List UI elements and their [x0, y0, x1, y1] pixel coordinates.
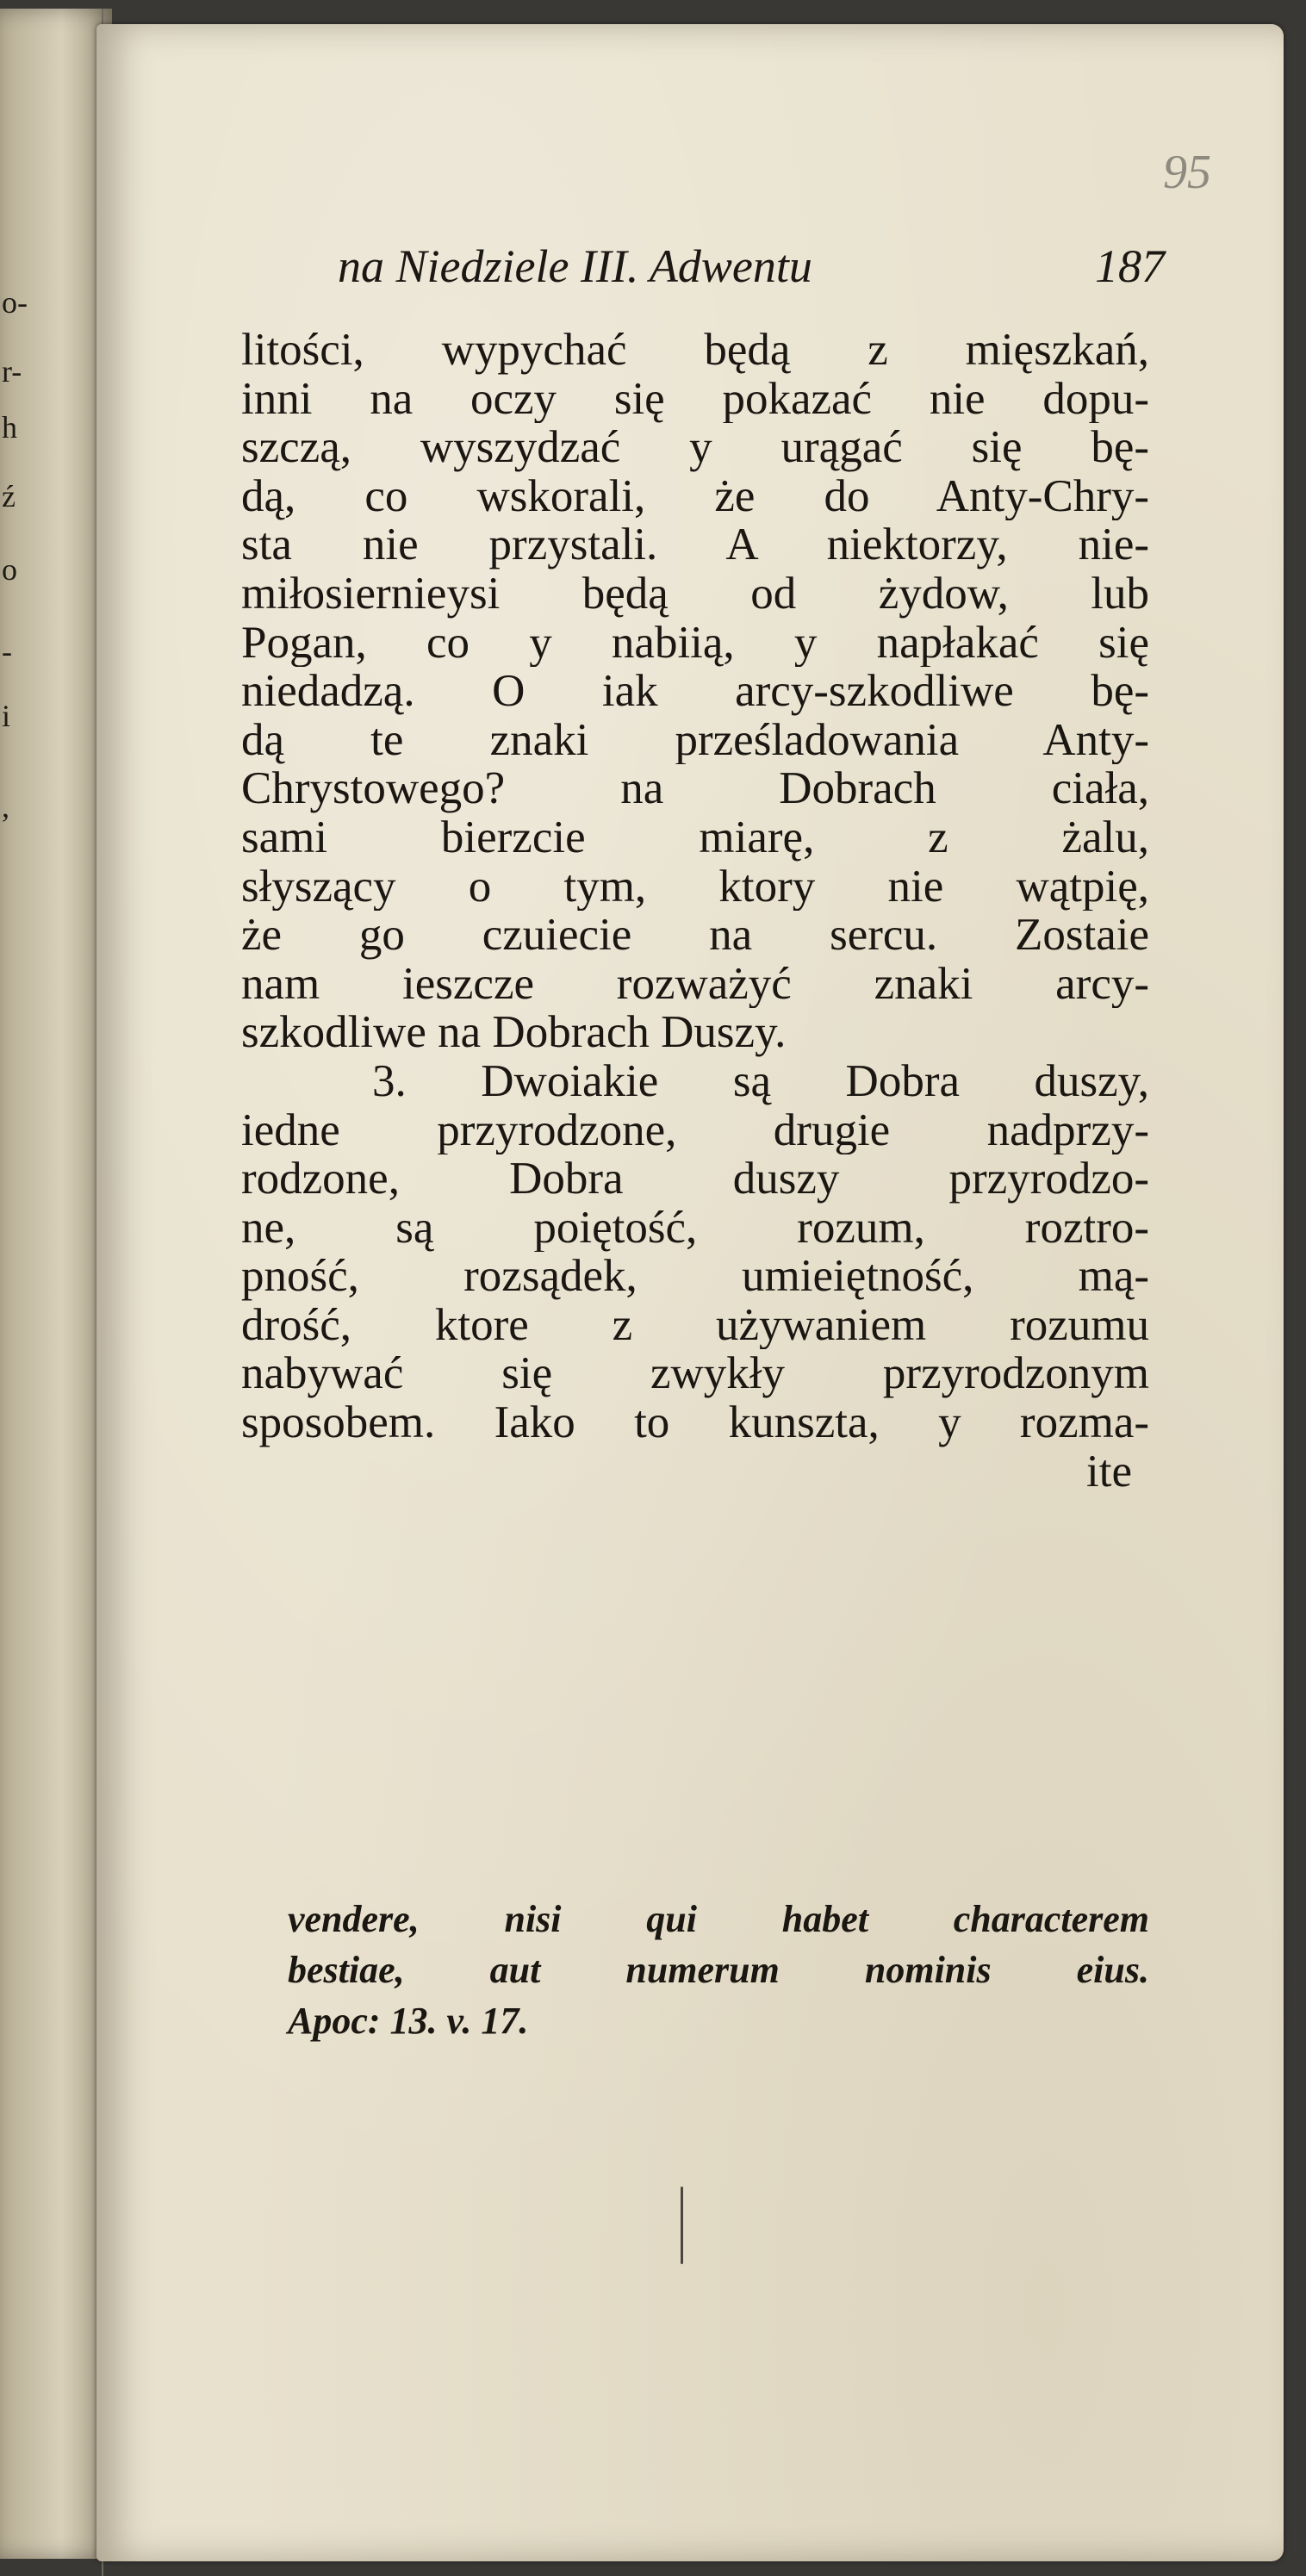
text-line: litości, wypychać będą z mięszkań,: [241, 326, 1149, 375]
text-line: ne, są poiętość, rozum, roztro-: [241, 1203, 1149, 1253]
text-line: słyszący o tym, ktory nie wątpię,: [241, 862, 1149, 912]
facing-page-fragment: -: [2, 634, 12, 669]
text-line: iedne przyrodzone, drugie nadprzy-: [241, 1105, 1149, 1155]
facing-page-fragment: ź: [2, 479, 16, 513]
text-line: sta nie przystali. A niektorzy, nie-: [241, 520, 1149, 569]
text-line: nabywać się zwykły przyrodzonym: [241, 1349, 1149, 1399]
facing-page-fragment: i: [2, 699, 11, 733]
text-line: inni na oczy się pokazać nie dopu-: [241, 374, 1149, 424]
text-line: dą, co wskorali, że do Anty-Chry-: [241, 471, 1149, 521]
text-line: rodzone, Dobra duszy przyrodzo-: [241, 1154, 1149, 1204]
facing-page: [0, 9, 112, 2559]
body-text: [241, 326, 1149, 1496]
text-line: pność, rozsądek, umieiętność, mą-: [241, 1252, 1149, 1301]
text-line: Chrystowego? na Dobrach ciała,: [241, 764, 1149, 813]
text-line: dą te znaki prześladowania Anty-: [241, 715, 1149, 765]
footnote-line: Apoc: 13. v. 17.: [288, 2000, 529, 2042]
text-line: drość, ktore z używaniem rozumu: [241, 1300, 1149, 1350]
running-head: [338, 240, 1165, 300]
facing-page-fragment: ,: [2, 789, 9, 824]
page-number: 187: [1095, 240, 1165, 292]
catchword: ite: [1086, 1447, 1132, 1496]
text-line: szczą, wyszydzać y urągać się bę-: [241, 423, 1149, 472]
text-line: Pogan, co y nabiią, y napłakać się: [241, 618, 1149, 668]
text-line: niedadzą. O iak arcy-szkodliwe bę-: [241, 667, 1149, 716]
text-line: sami bierzcie miarę, z żalu,: [241, 812, 1149, 862]
facing-page-fragment: r-: [2, 354, 22, 389]
footnote-line: vendere, nisi qui habet characterem: [288, 1898, 1149, 1940]
paper-crease-mark: [681, 2187, 683, 2264]
text-line: sposobem. Iako to kunszta, y rozma-: [241, 1398, 1149, 1447]
facing-page-fragment: h: [2, 410, 17, 445]
facing-page-fragment: o-: [2, 285, 28, 320]
footnote: [288, 1894, 1149, 2046]
text-line: szkodliwe na Dobrach Duszy.: [241, 1008, 787, 1057]
facing-page-fragment: o: [2, 552, 17, 587]
facing-page-edge: [0, 9, 103, 2576]
book-page: [96, 24, 1284, 2561]
paragraph-start-line: 3. Dwoiakie są Dobra duszy,: [372, 1056, 1149, 1106]
running-head-title: na Niedziele III. Adwentu: [338, 240, 812, 292]
text-line: nam ieszcze rozważyć znaki arcy-: [241, 959, 1149, 1009]
text-line: miłosiernieysi będą od żydow, lub: [241, 569, 1149, 619]
pencil-folio-mark: 95: [1163, 146, 1211, 199]
text-line: że go czuiecie na sercu. Zostaie: [241, 911, 1149, 960]
footnote-line: bestiae, aut numerum nominis eius.: [288, 1949, 1149, 1991]
